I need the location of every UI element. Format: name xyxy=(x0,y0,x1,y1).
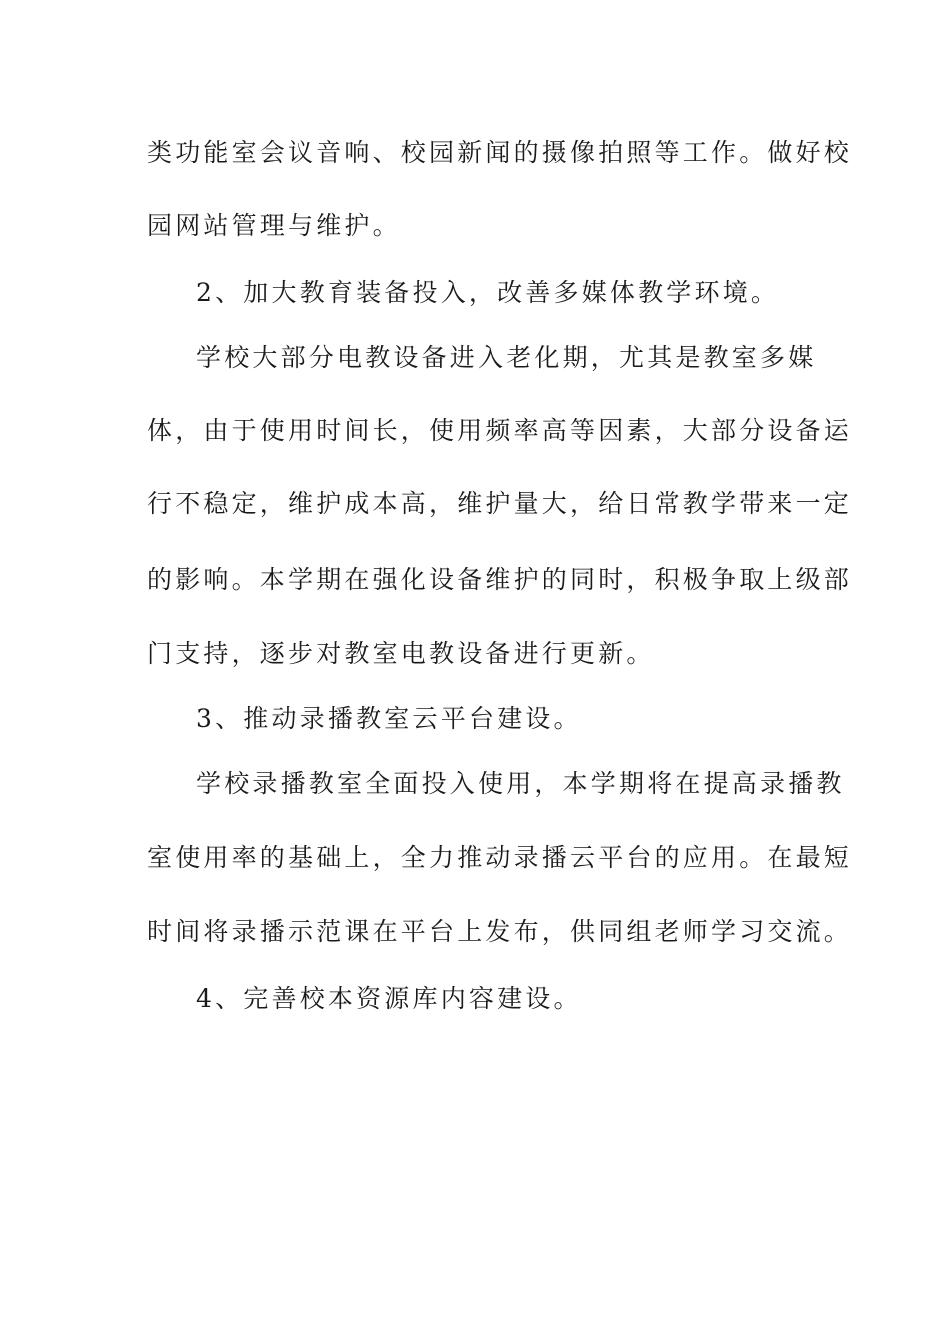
paragraph-line: 类功能室会议音响、校园新闻的摄像拍照等工作。做好校 xyxy=(147,138,853,167)
paragraph-line: 时间将录播示范课在平台上发布，供同组老师学习交流。 xyxy=(147,917,853,946)
paragraph-line: 室使用率的基础上，全力推动录播云平台的应用。在最短 xyxy=(147,843,853,872)
paragraph-line: 体，由于使用时间长，使用频率高等因素，大部分设备运 xyxy=(147,416,853,445)
section-heading-3: 3、推动录播教室云平台建设。 xyxy=(196,704,582,733)
paragraph-line: 学校录播教室全面投入使用，本学期将在提高录播教 xyxy=(196,769,845,798)
section-heading-2: 2、加大教育装备投入，改善多媒体教学环境。 xyxy=(196,278,780,307)
paragraph-line: 门支持，逐步对教室电教设备进行更新。 xyxy=(147,639,655,668)
paragraph-line: 学校大部分电教设备进入老化期，尤其是教室多媒 xyxy=(196,343,817,372)
paragraph-line: 的影响。本学期在强化设备维护的同时，积极争取上级部 xyxy=(147,565,853,594)
paragraph-line: 行不稳定，维护成本高，维护量大，给日常教学带来一定 xyxy=(147,489,853,518)
paragraph-line: 园网站管理与维护。 xyxy=(147,211,401,240)
section-heading-4: 4、完善校本资源库内容建设。 xyxy=(196,984,582,1013)
